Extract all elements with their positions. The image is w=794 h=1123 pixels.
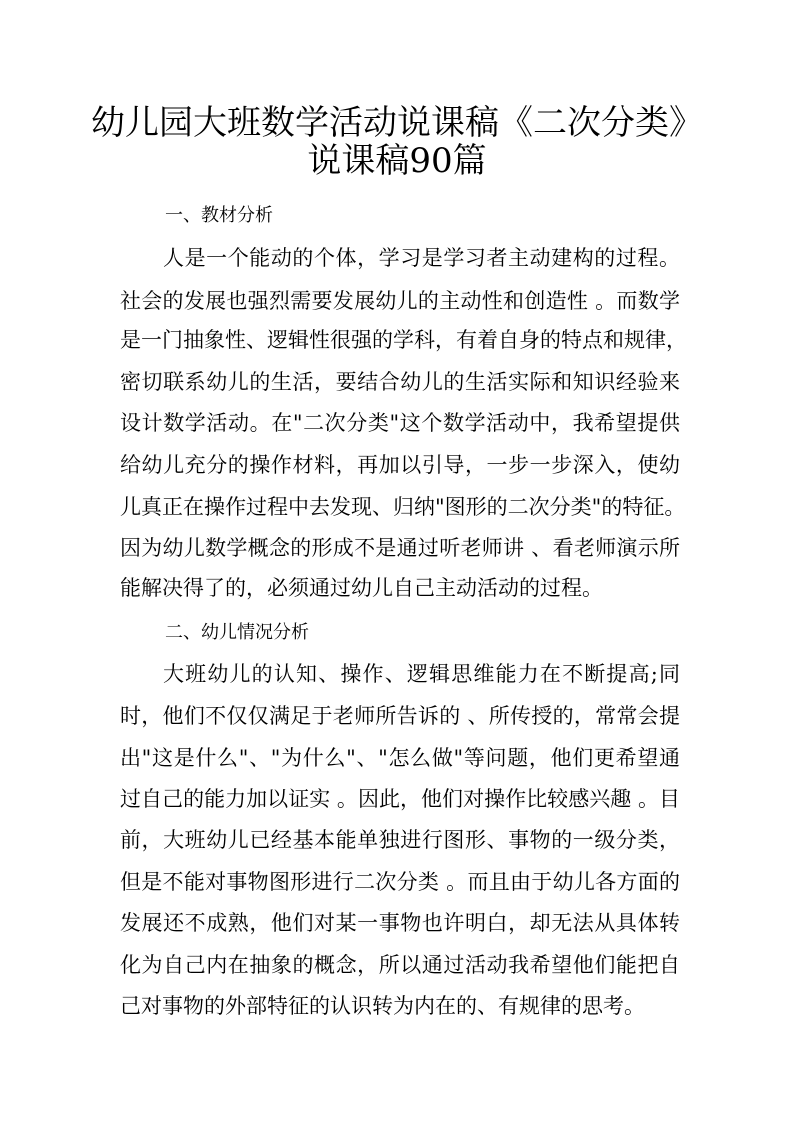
section-1-line: 给幼儿充分的操作材料，再加以引导，一步一步深入，使幼 bbox=[120, 453, 680, 477]
section-2-line: 大班幼儿的认知、操作、逻辑思维能力在不断提高;同 bbox=[163, 662, 680, 686]
document-title-line-1: 幼儿园大班数学活动说课稿《二次分类》 bbox=[91, 103, 703, 143]
section-2-line: 化为自己内在抽象的概念，所以通过活动我希望他们能把自 bbox=[120, 953, 680, 977]
section-1-line: 设计数学活动。在"二次分类"这个数学活动中，我希望提供 bbox=[120, 411, 680, 435]
section-2-line: 过自己的能力加以证实 。因此，他们对操作比较感兴趣 。目 bbox=[120, 787, 680, 811]
section-1-line: 人是一个能动的个体，学习是学习者主动建构的过程。 bbox=[163, 246, 680, 270]
section-2-line: 己对事物的外部特征的认识转为内在的、有规律的思考。 bbox=[120, 994, 645, 1018]
section-2-line: 但是不能对事物图形进行二次分类 。而且由于幼儿各方面的 bbox=[120, 870, 680, 894]
section-2-line: 发展还不成熟，他们对某一事物也许明白，却无法从具体转 bbox=[120, 911, 680, 935]
section-2-heading: 二、幼儿情况分析 bbox=[165, 622, 309, 643]
section-1-line: 密切联系幼儿的生活，要结合幼儿的生活实际和知识经验来 bbox=[120, 370, 680, 394]
section-1-line: 社会的发展也强烈需要发展幼儿的主动性和创造性 。而数学 bbox=[120, 289, 680, 313]
section-1-line: 能解决得了的，必须通过幼儿自己主动活动的过程。 bbox=[120, 576, 603, 600]
section-1-line: 儿真正在操作过程中去发现、归纳"图形的二次分类"的特征。 bbox=[120, 495, 686, 519]
section-2-line: 前，大班幼儿已经基本能单独进行图形、事物的一级分类， bbox=[120, 828, 680, 852]
section-1-line: 因为幼儿数学概念的形成不是通过听老师讲 、看老师演示所 bbox=[120, 536, 680, 560]
section-1-line: 是一门抽象性、逻辑性很强的学科，有着自身的特点和规律， bbox=[120, 328, 687, 352]
section-1-heading: 一、教材分析 bbox=[165, 205, 273, 226]
section-2-line: 时，他们不仅仅满足于老师所告诉的 、所传授的，常常会提 bbox=[120, 704, 680, 728]
document-title-line-2: 说课稿90篇 bbox=[307, 141, 487, 181]
section-2-line: 出"这是什么"、"为什么"、"怎么做"等问题，他们更希望通 bbox=[120, 746, 680, 770]
